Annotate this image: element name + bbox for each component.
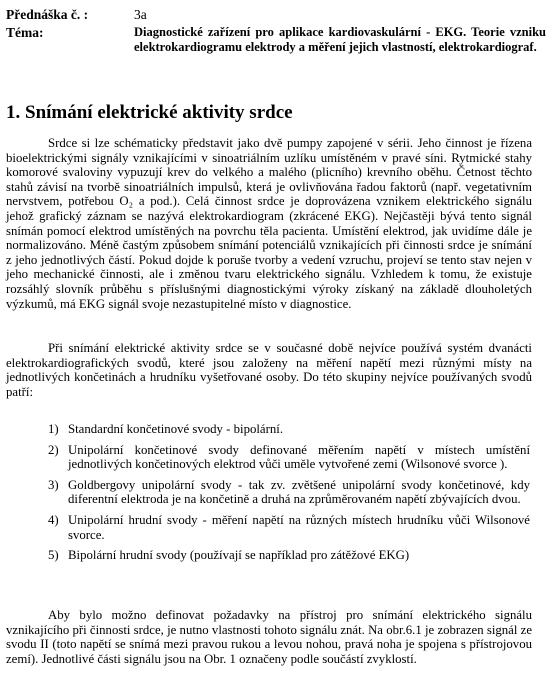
section-heading: 1. Snímání elektrické aktivity srdce [6,102,293,123]
list-item-text: Bipolární hrudní svody (používají se například pro zátěžové EKG) [68,548,410,563]
lecture-label: Přednáška č. : [6,7,89,22]
topic-row [6,24,546,74]
list-item [48,478,530,507]
list-item [48,443,530,472]
lecture-number: 3a [134,7,147,22]
list-item-text: Unipolární končetinové svody definované měřením napětí v místech umístění jednotlivých končetinových elektrod vůči uměle vytvořené zemi (Wilsonové svorce ). [68,442,530,472]
list-item-text: Standardní končetinové svody - bipolární. [68,422,284,436]
topic-text: Diagnostické zařízení pro aplikace kardiovaskulární - EKG. Teorie vzniku elektrokardiogramu elektrody a měření jejich vlastností, elektrokardiograf. [134,25,546,54]
list-item-text: Unipolární hrudní svody - měření napětí na různých místech hrudníku vůči Wilsonové svorce. [68,512,530,542]
paragraph-leads [6,341,532,399]
list-item [48,422,530,437]
list-item-number: 5) [48,548,59,563]
leads-list [48,422,530,569]
topic-label: Téma: [6,25,44,40]
paragraph-signal-text: Aby bylo možno definovat požadavky na přístroj pro snímání elektrického signálu vznikajícího při činnosti srdce, je nutno vlastnosti tohoto signálu znát. Na obr.6.1 je zobrazen signál ze svodu II (toto napětí se snímá mezi pravou rukou a levou nohou, pravá noha je spojena s přístrojovou zemí). Jednotlivé části signálu jsou na Obr. 1 označeny podle součástí zvyklostí. [6,608,532,666]
lecture-row [6,6,546,23]
paragraph-intro-text: Srdce si lze schématicky představit jako dvě pumpy zapojené v sérii. Jeho činnost je řízena bioelektrickými signály vznikajícími v sinoatriálním uzlíku umístěném v pravé síni. Rytmické stahy komorové svaloviny vypuzují krev do velkého a malého (plicního) krevního oběhu. Četnost těchto stahů závisí na tvorbě sinoatriálních impulsů, která je ovlivňována řadou faktorů (např. vegetativním nervstvem, potřebou O₂ a pod.). Celá činnost srdce je doprovázena vznikem elektrického signálu jehož grafický záznam se nazývá elektrokardiogram (zkrácené EKG). Nejčastěji bývá tento signál snímán pomocí elektrod umístěných na povrchu těla pacienta. Umístění elektrod, jak uvidíme dále je normalizováno. Méně častým způsobem snímání potenciálů vznikajících při činnosti srdce je snímání z jeho jednotlivých částí. Pokud dojde k poruše tvorby a vedení vzruchu, projeví se tento stav nejen v jeho mechanické činnosti, ale i změnou tvaru elektrického signálu. Vzhledem k tomu, že existuje rozsáhlý slovník průběhu s příslušnými diagnostickými výroky získaný na základě dlouholetých výzkumů, má EKG signál svoje nezastupitelné místo v diagnostice. [6,136,532,311]
paragraph-leads-text: Při snímání elektrické aktivity srdce se v současné době nejvíce používá systém dvanácti elektrokardiografických svodů, které jsou založeny na měření napětí mezi různými místy na jednotlivých končetinách a hrudníku vyšetřované osoby. Do této skupiny nejvíce používaných svodů patří: [6,341,532,399]
paragraph-intro [6,136,532,311]
list-item-number: 4) [48,512,59,527]
list-item-text: Goldbergovy unipolární svody - tak zv. zvětšené unipolární svody končetinové, kdy diferentní elektroda je na končetině a druhá na zprůměrovaném napětí zbývajících dvou. [68,477,530,507]
list-item-number: 2) [48,442,59,457]
paragraph-signal [6,608,532,666]
list-item [48,513,530,542]
list-item-number: 1) [48,422,59,436]
list-item-number: 3) [48,477,59,492]
list-item [48,548,530,563]
